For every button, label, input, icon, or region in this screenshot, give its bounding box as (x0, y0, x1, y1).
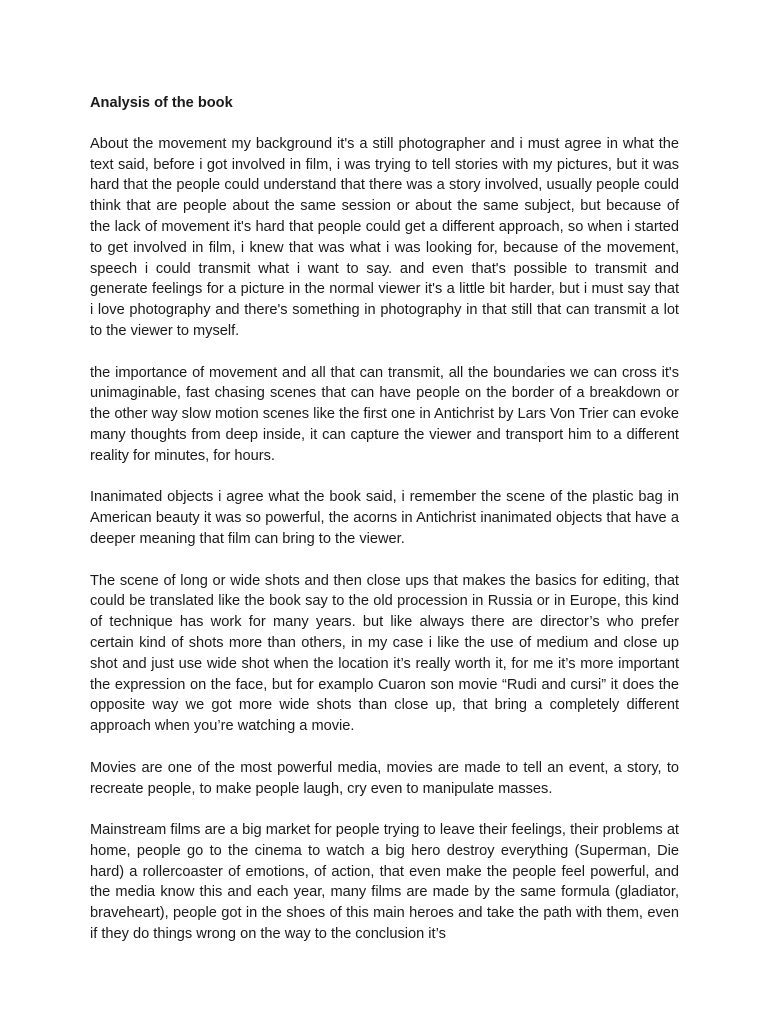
paragraph-shots-and-editing: The scene of long or wide shots and then close ups that makes the basics for editing, that could be translated like the book say to the old procession in Russia or in Europe, this kind of technique has work for many years. but like always there are director’s who prefer certain kind of shots more than others, in my case i like the use of medium and close up shot and just use wide shot when the location it’s really worth it, for me it’s more important the expression on the face, but for examplo Cuaron son movie “Rudi and cursi” it does the opposite way we got more wide shots than close up, that bring a completely different approach when you’re watching a movie. (90, 572, 679, 735)
paragraph-movement-background: About the movement my background it's a still photographer and i must agree in what the text said, before i got involved in film, i was trying to tell stories with my pictures, but it was hard that the people could understand that there was a story involved, usually people could think that are people about the same session or about the same subject, but because of the lack of movement it's hard that people could get a different approach, so when i started to get involved in film, i knew that was what i was looking for, because of the movement, speech i could transmit what i want to say. and even that's possible to transmit and generate feelings for a picture in the normal viewer it's a little bit harder, but i must say that i love photography and there's something in photography in that still that can transmit a lot to the viewer to myself. (90, 135, 679, 339)
document-page (90, 93, 679, 945)
paragraph-mainstream-films: Mainstream films are a big market for people trying to leave their feelings, their problems at home, people go to the cinema to watch a big hero destroy everything (Superman, Die hard) a rollercoaster of emotions, of action, that even make the people feel powerful, and the media know this and each year, many films are made by the same formula (gladiator, braveheart), people got in the shoes of this main heroes and take the path with them, even if they do things wrong on the way to the conclusion it’s (90, 822, 679, 943)
paragraph-inanimated-objects: Inanimated objects i agree what the book said, i remember the scene of the plastic bag in American beauty it was so powerful, the acorns in Antichrist inanimated objects that have a deeper meaning that film can bring to the viewer. (90, 489, 679, 547)
paragraph-importance-of-movement: the importance of movement and all that can transmit, all the boundaries we can cross it's unimaginable, fast chasing scenes that can have people on the border of a breakdown or the other way slow motion scenes like the first one in Antichrist by Lars Von Trier can evoke many thoughts from deep inside, it can capture the viewer and transport him to a different reality for minutes, for hours. (90, 364, 679, 464)
document-title: Analysis of the book (90, 95, 233, 111)
paragraph-powerful-media: Movies are one of the most powerful media, movies are made to tell an event, a story, to recreate people, to make people laugh, cry even to manipulate masses. (90, 759, 679, 797)
